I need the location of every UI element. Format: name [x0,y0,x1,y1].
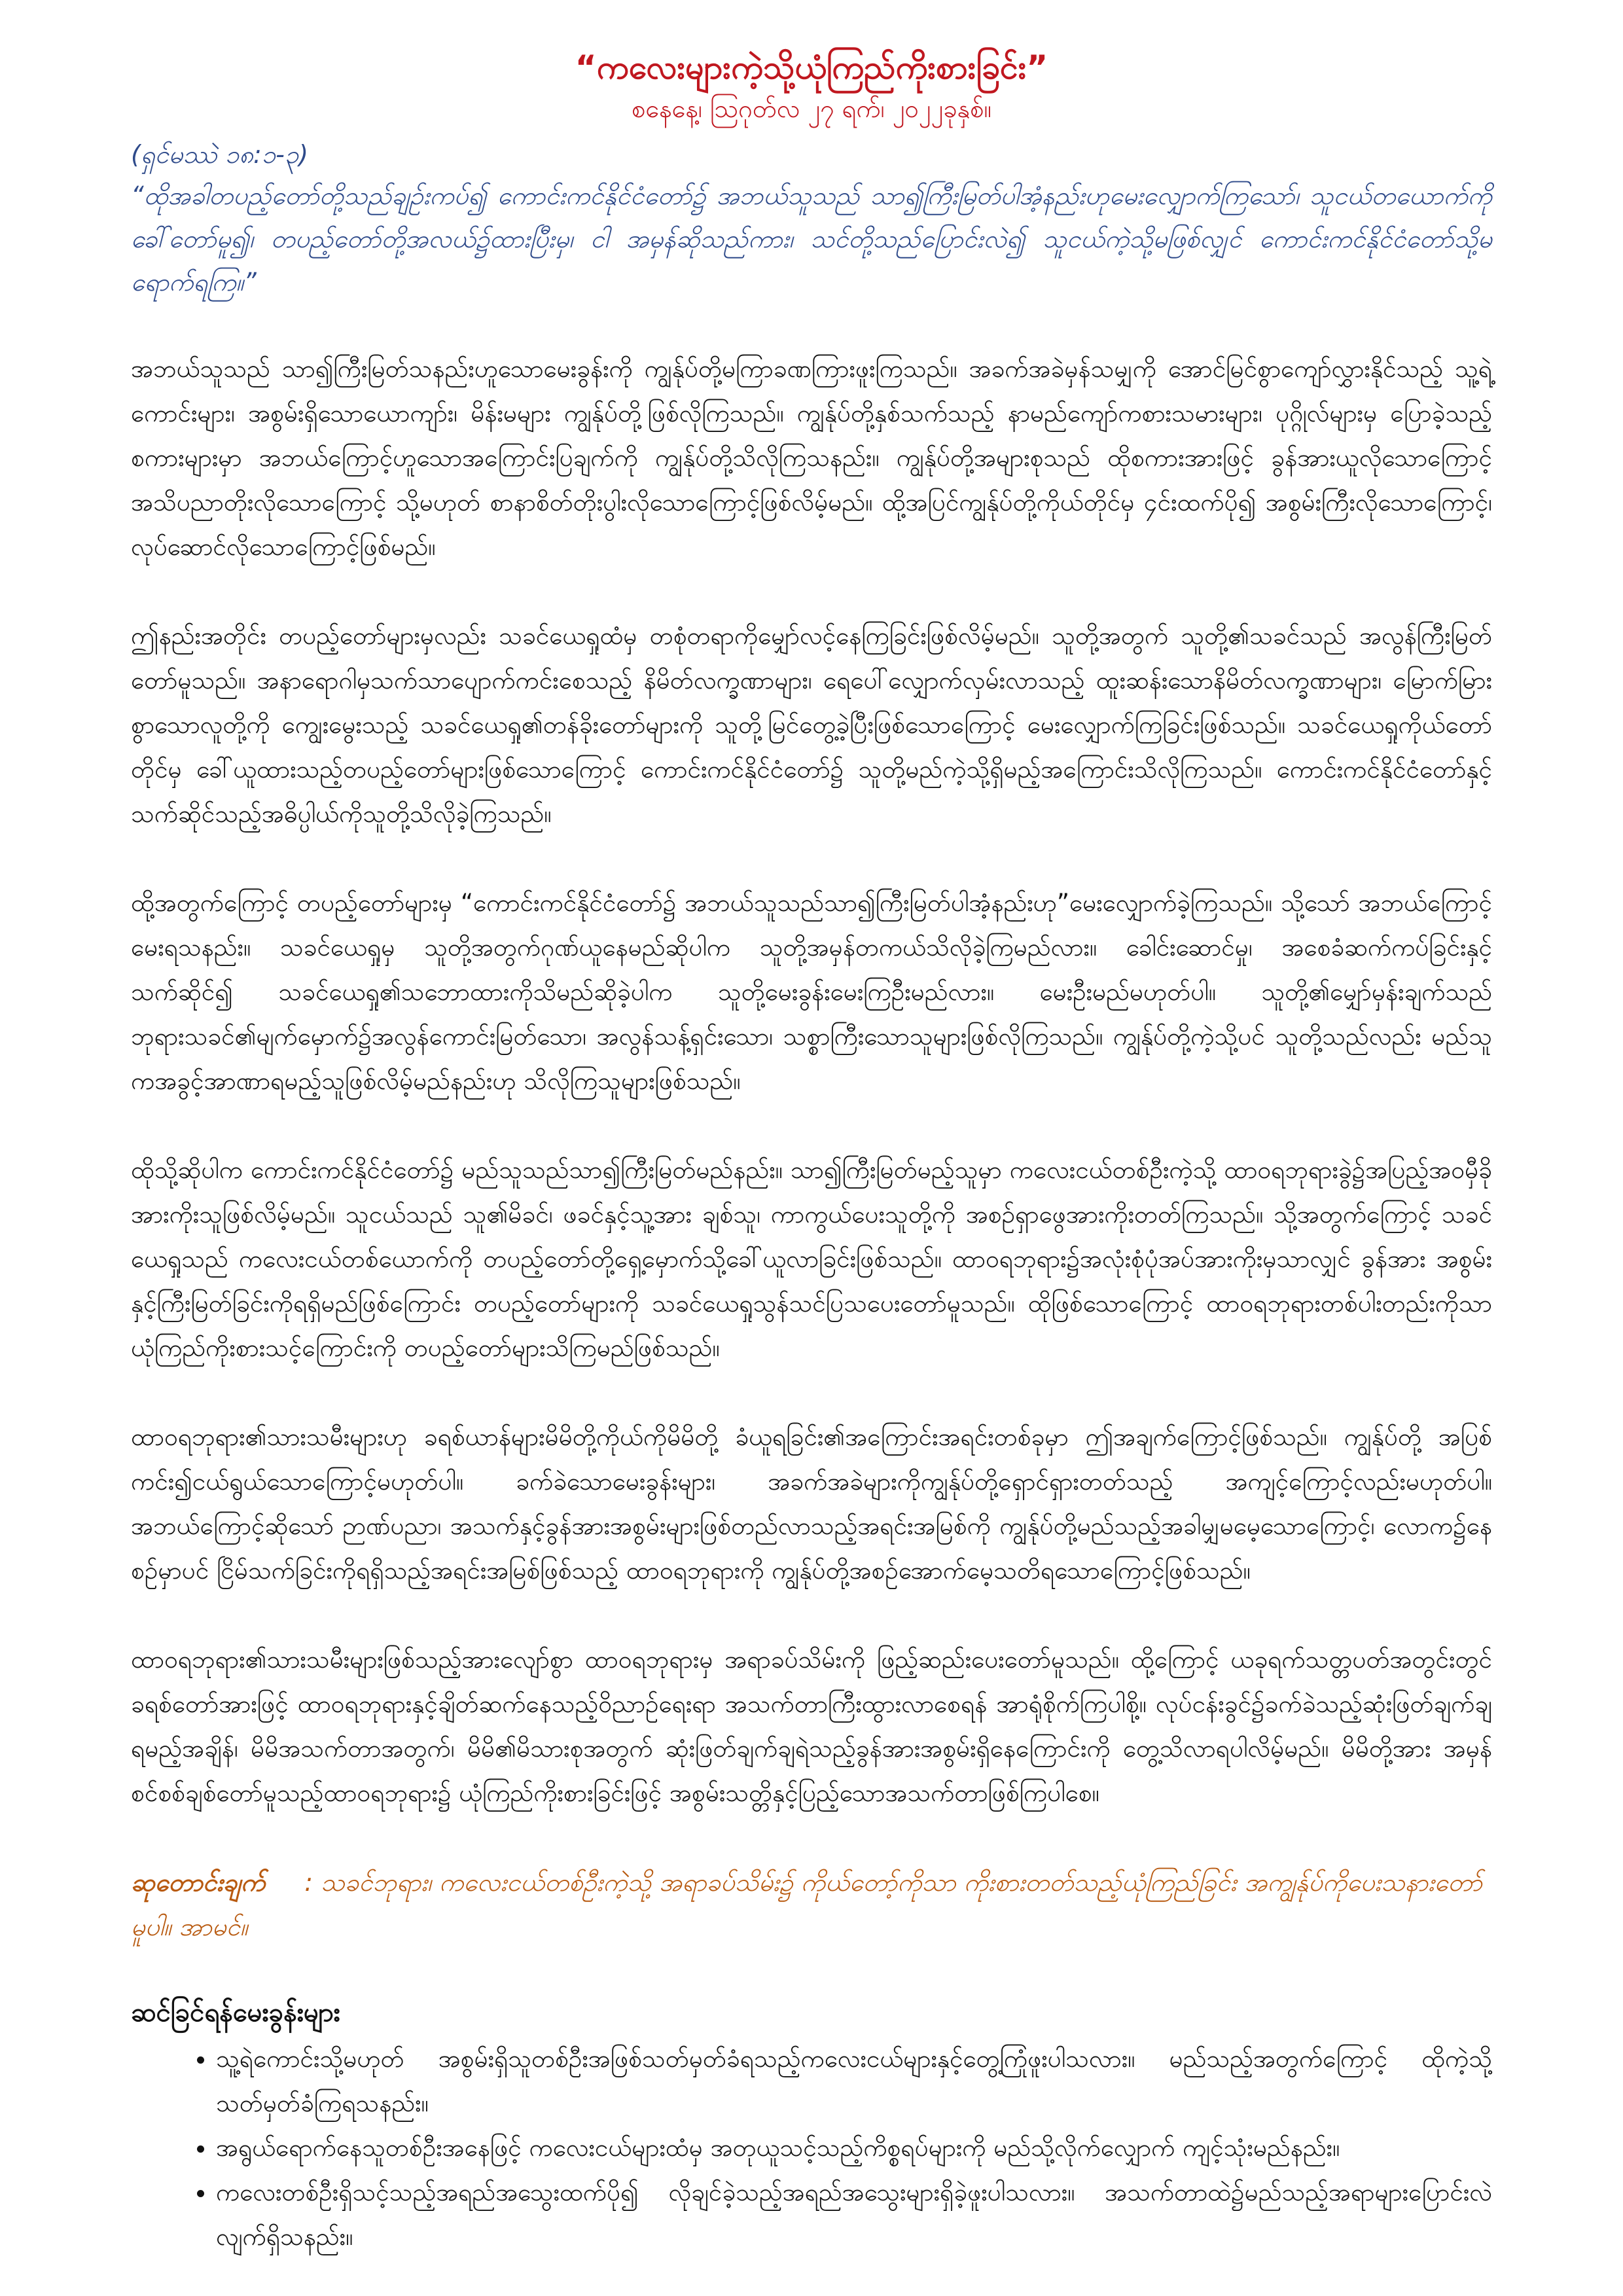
body-paragraph-3: ထို့အတွက်ကြောင့် တပည့်တော်များမှ “ကောင်းကင်နိုင်ငံတော်၌ အဘယ်သူသည်သာ၍ကြီးမြတ်ပါအံ့နည်းဟု”မေးလျှောက်ခဲ့ကြသည်။ သို့သော် အဘယ်ကြောင့်မေးရသနည်း။ သခင်ယေရှုမှ သူတို့အတွက်ဂုဏ်ယူနေမည်ဆိုပါက သူတို့အမှန်တကယ်သိလိုခဲ့ကြမည်လား။ ခေါင်းဆောင်မှု၊ အစေခံဆက်ကပ်ခြင်းနှင့် သက်ဆိုင်၍ သခင်ယေရှု၏သဘောထားကိုသိမည်ဆိုခဲ့ပါက သူတို့မေးခွန်းမေးကြဦးမည်လား။ မေးဦးမည်မဟုတ်ပါ။ သူတို့၏မျှော်မှန်းချက်သည် ဘုရားသခင်၏မျက်မှောက်၌အလွန်ကောင်းမြတ်သော၊ အလွန်သန့်ရှင်းသော၊ သစ္စာကြီးသောသူများဖြစ်လိုကြသည်။ ကျွန်ုပ်တို့ကဲ့သို့ပင် သူတို့သည်လည်း မည်သူကအခွင့်အာဏာရမည့်သူဖြစ်လိမ့်မည်နည်းဟု သိလိုကြသူများဖြစ်သည်။ [131,889,1492,1095]
devotional-page [131,46,1492,2259]
body-paragraph-2: ဤနည်းအတိုင်း တပည့်တော်များမှလည်း သခင်ယေရှုထံမှ တစုံတရာကိုမျှော်လင့်နေကြခြင်းဖြစ်လိမ့်မည်။ သူတို့အတွက် သူတို့၏သခင်သည် အလွန်ကြီးမြတ်တော်မူသည်။ အနာရောဂါမှသက်သာပျောက်ကင်းစေသည့် နိမိတ်လက္ခဏာများ၊ ရေပေါ်လျှောက်လှမ်းလာသည့် ထူးဆန်းသောနိမိတ်လက္ခဏာများ၊ မြောက်မြားစွာသောလူတို့ကို ကျွေးမွေးသည့် သခင်ယေရှု၏တန်ခိုးတော်များကို သူတို့မြင်တွေ့ခဲ့ပြီးဖြစ်သောကြောင့် မေးလျှောက်ကြခြင်းဖြစ်သည်။ သခင်ယေရှုကိုယ်တော်တိုင်မှ ခေါ်ယူထားသည့်တပည့်တော်များဖြစ်သောကြောင့် ကောင်းကင်နိုင်ငံတော်၌ သူတို့မည်ကဲ့သို့ရှိမည့်အကြောင်းသိလိုကြသည်။ ကောင်းကင်နိုင်ငံတော်နှင့်သက်ဆိုင်သည့်အဓိပ္ပါယ်ကိုသူတို့သိလိုခဲ့ကြသည်။ [131,622,1492,828]
body-paragraph-6: ထာဝရဘုရား၏သားသမီးများဖြစ်သည့်အားလျော်စွာ ထာဝရဘုရားမှ အရာခပ်သိမ်းကို ဖြည့်ဆည်းပေးတော်မူသည်။ ထို့ကြောင့် ယခုရက်သတ္တပတ်အတွင်းတွင် ခရစ်တော်အားဖြင့် ထာဝရဘုရားနှင့်ချိတ်ဆက်နေသည့်ဝိညာဉ်ရေးရာ အသက်တာကြီးထွားလာစေရန် အာရုံစိုက်ကြပါစို့။ လုပ်ငန်းခွင်၌ခက်ခဲသည့်ဆုံးဖြတ်ချက်ချရမည့်အချိန်၊ မိမိအသက်တာအတွက်၊ မိမိ၏မိသားစုအတွက် ဆုံးဖြတ်ချက်ချရဲသည့်ခွန်အားအစွမ်းရှိနေကြောင်းကို တွေ့သိလာရပါလိမ့်မည်။ မိမိတို့အား အမှန်စင်စစ်ချစ်တော်မူသည့်ထာဝရဘုရား၌ ယုံကြည်ကိုးစားခြင်းဖြင့် အစွမ်းသတ္တိနှင့်ပြည့်သောအသက်တာဖြစ်ကြပါစေ။ [131,1645,1492,1807]
body-paragraph-4: ထိုသို့ဆိုပါက ကောင်းကင်နိုင်ငံတော်၌ မည်သူသည်သာ၍ကြီးမြတ်မည်နည်း။ သာ၍ကြီးမြတ်မည့်သူမှာ ကလေးငယ်တစ်ဦးကဲ့သို့ ထာဝရဘုရားခွဲ၌အပြည့်အဝမှီခိုအားကိုးသူဖြစ်လိမ့်မည်။ သူငယ်သည် သူ၏မိခင်၊ ဖခင်နှင့်သူ့အား ချစ်သူ၊ ကာကွယ်ပေးသူတို့ကို အစဉ်ရှာဖွေအားကိုးတတ်ကြသည်။ သို့အတွက်ကြောင့် သခင်ယေရှုသည် ကလေးငယ်တစ်ယောက်ကို တပည့်တော်တို့ရှေ့မှောက်သို့ခေါ်ယူလာခြင်းဖြစ်သည်။ ထာဝရဘုရား၌အလုံးစုံပုံအပ်အားကိုးမှသာလျှင် ခွန်အား အစွမ်းနှင့်ကြီးမြတ်ခြင်းကိုရရှိမည်ဖြစ်ကြောင်း တပည့်တော်များကို သခင်ယေရှုသွန်သင်ပြသပေးတော်မူသည်။ ထိုဖြစ်သောကြောင့် ထာဝရဘုရားတစ်ပါးတည်းကိုသာယုံကြည်ကိုးစားသင့်ကြောင်းကို တပည့်တော်များသိကြမည်ဖြစ်သည်။ [131,1156,1492,1362]
body-paragraph-1: အဘယ်သူသည် သာ၍ကြီးမြတ်သနည်းဟူသောမေးခွန်းကို ကျွန်ုပ်တို့မကြာခဏကြားဖူးကြသည်။ အခက်အခဲမှန်သမျှကို အောင်မြင်စွာကျော်လွှားနိုင်သည့် သူ့ရဲ့ကောင်းများ၊ အစွမ်းရှိသောယောကျာ်း၊ မိန်းမများ ကျွန်ုပ်တို့ဖြစ်လိုကြသည်။ ကျွန်ုပ်တို့နှစ်သက်သည့် နာမည်ကျော်ကစားသမားများ၊ ပုဂ္ဂိုလ်များမှ ပြောခဲ့သည့် စကားများမှာ အဘယ်ကြောင့်ဟူသောအကြောင်းပြချက်ကို ကျွန်ုပ်တို့သိလိုကြသနည်း။ ကျွန်ုပ်တို့အများစုသည် ထိုစကားအားဖြင့် ခွန်အားယူလိုသောကြောင့် အသိပညာတိုးလိုသောကြောင့် သို့မဟုတ် စာနာစိတ်တိုးပွါးလိုသောကြောင့်ဖြစ်လိမ့်မည်။ ထို့အပြင်ကျွန်ုပ်တို့ကိုယ်တိုင်မှ ၄င်းထက်ပို၍ အစွမ်းကြီးလိုသောကြောင့်၊ လုပ်ဆောင်လိုသောကြောင့်ဖြစ်မည်။ [131,355,1492,561]
question-item: • ကလေးတစ်ဦးရှိသင့်သည့်အရည်အသွေးထက်ပို၍ လိုချင်ခဲ့သည့်အရည်အသွေးများရှိခဲ့ဖူးပါသလား။ အသက်တာထဲ၌မည်သည့်အရာများပြောင်းလဲလျက်ရှိသနည်း။ [216,2170,1492,2259]
prayer-text: : သခင်ဘုရား၊ ကလေးငယ်တစ်ဦးကဲ့သို့ အရာခပ်သိမ်း၌ ကိုယ်တော့်ကိုသာ ကိုးစားတတ်သည့်ယုံကြည်ခြင်း အကျွန်ုပ်ကိုပေးသနားတော်မူပါ။ အာမင်။ [131,1868,1483,1941]
question-item: • သူ့ရဲကောင်းသို့မဟုတ် အစွမ်းရှိသူတစ်ဦးအဖြစ်သတ်မှတ်ခံရသည့်ကလေးငယ်များနှင့်တွေ့ကြုံဖူးပါသလား။ မည်သည့်အတွက်ကြောင့် ထိုကဲ့သို့သတ်မှတ်ခံကြရသနည်း။ [216,2037,1492,2126]
verse-reference: (ရှင်မဿဲ ၁၈:၁-၃) [131,140,309,169]
body-paragraph-5: ထာဝရဘုရား၏သားသမီးများဟု ခရစ်ယာန်များမိမိတို့ကိုယ်ကိုမိမိတို့ ခံယူရခြင်း၏အကြောင်းအရင်းတစ်ခုမှာ ဤအချက်ကြောင့်ဖြစ်သည်။ ကျွန်ုပ်တို့ အပြစ်ကင်း၍ငယ်ရွယ်သောကြောင့်မဟုတ်ပါ။ ခက်ခဲသောမေးခွန်းများ၊ အခက်အခဲများကိုကျွန်ုပ်တို့ရှောင်ရှားတတ်သည့် အကျင့်ကြောင့်လည်းမဟုတ်ပါ။ အဘယ်ကြောင့်ဆိုသော် ဉာဏ်ပညာ၊ အသက်နှင့်ခွန်အားအစွမ်းများဖြစ်တည်လာသည့်အရင်းအမြစ်ကို ကျွန်ုပ်တို့မည်သည့်အခါမျှမမေ့သောကြောင့်၊ လောက၌နေစဉ်မှာပင် ငြိမ်သက်ခြင်းကိုရရှိသည့်အရင်းအမြစ်ဖြစ်သည့် ထာဝရဘုရားကို ကျွန်ုပ်တို့အစဉ်အောက်မေ့သတိရသောကြောင့်ဖြစ်သည်။ [131,1423,1492,1585]
questions-list [131,2037,1492,2259]
page-date: စနေနေ့၊ ဩဂုတ်လ ၂၇ ရက်၊ ၂၀၂၂ခုနှစ်။ [631,94,992,123]
page-title: “ကလေးများကဲ့သို့ယုံကြည်ကိုးစားခြင်း” [575,48,1048,86]
questions-heading: ဆင်ခြင်ရန်မေးခွန်းများ [131,1998,340,2028]
verse-text: “ထိုအခါတပည့်တော်တို့သည်ချဉ်းကပ်၍ ကောင်းကင်နိုင်ငံတော်၌ အဘယ်သူသည် သာ၍ကြီးမြတ်ပါအံ့နည်းဟုမေးလျှောက်ကြသော်၊ သူငယ်တယောက်ကိုခေါ်တော်မူ၍၊ တပည့်တော်တို့အလယ်၌ထားပြီးမှ၊ ငါ အမှန်ဆိုသည်ကား၊ သင်တို့သည်ပြောင်းလဲ၍ သူငယ်ကဲ့သို့မဖြစ်လျှင် ကောင်းကင်နိုင်ငံတော်သို့မရောက်ရကြ။” [131,181,1492,296]
prayer-block [131,1860,1492,1949]
prayer-label: ဆုတောင်းချက် [131,1868,266,1897]
question-item: • အရွယ်ရောက်နေသူတစ်ဦးအနေဖြင့် ကလေးငယ်များထံမှ အတုယူသင့်သည့်ကိစ္စရပ်များကို မည်သို့လိုက်လျှောက် ကျင့်သုံးမည်နည်း။ [216,2126,1492,2170]
